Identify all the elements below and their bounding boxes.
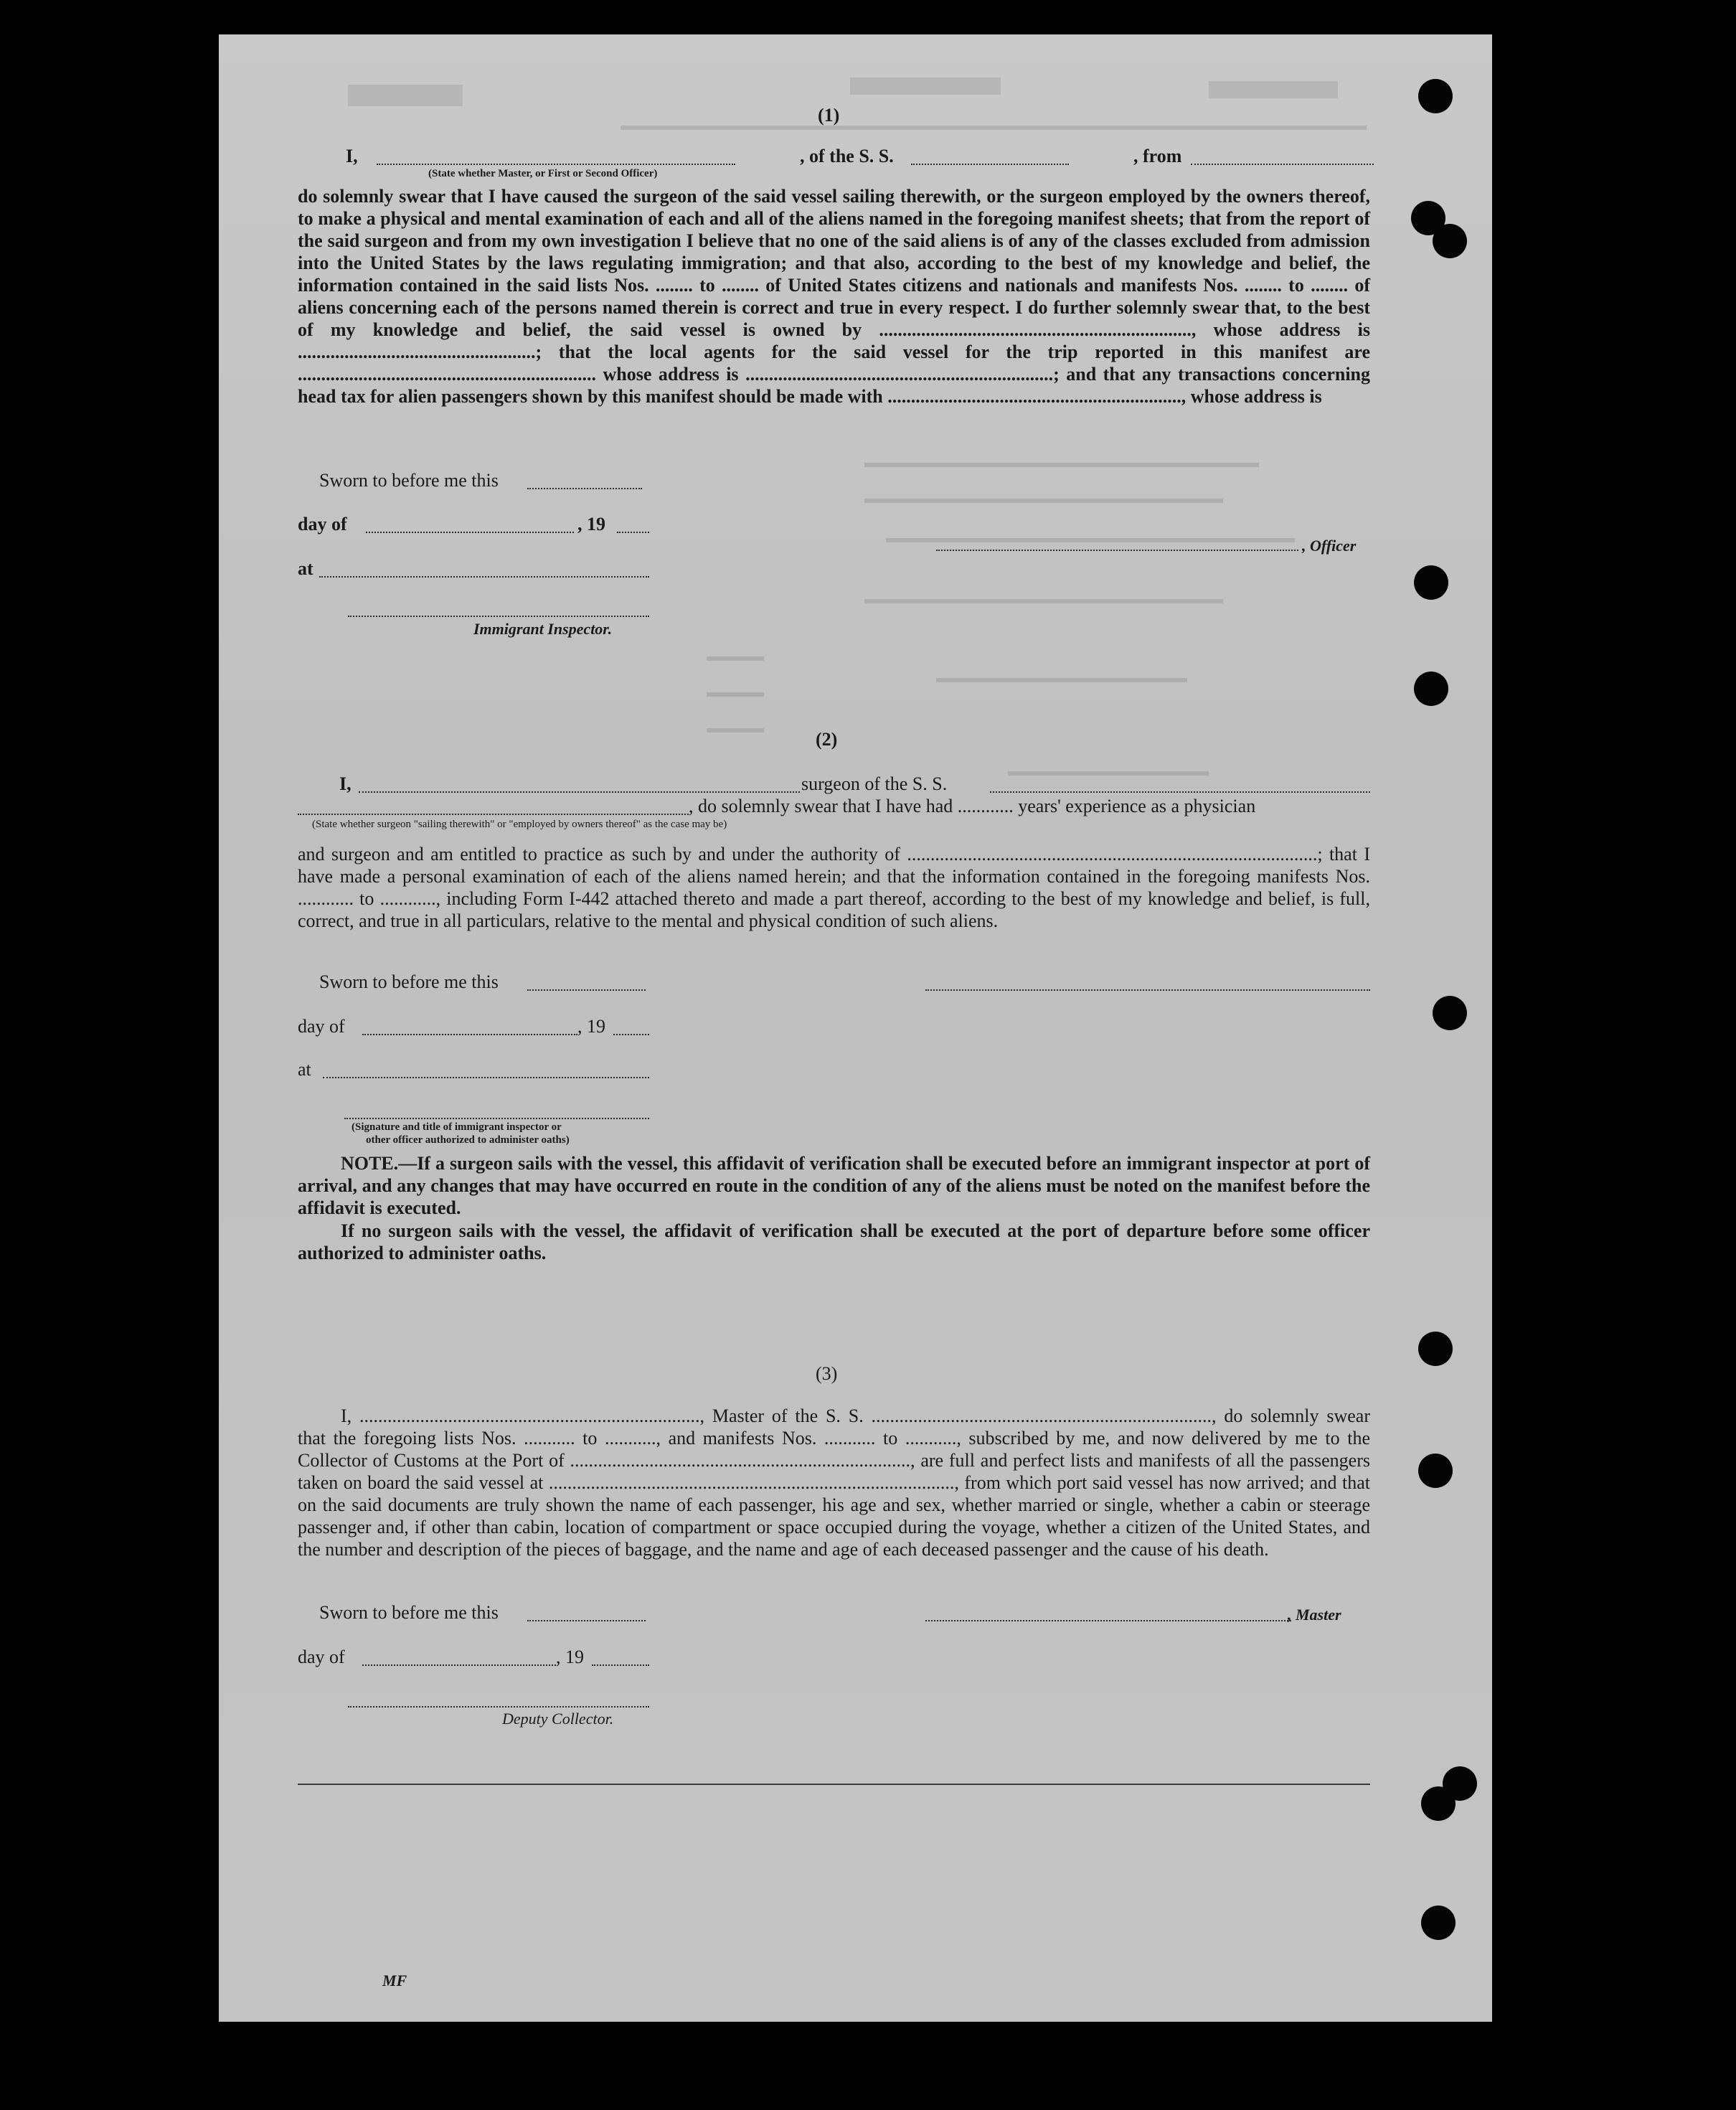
at-label: at — [298, 558, 313, 579]
of-ss-label: , of the S. S. — [800, 146, 894, 166]
surgeon-of-ss-label: surgeon of the S. S. — [801, 773, 948, 794]
binder-hole — [1418, 79, 1453, 113]
day-blank — [362, 1034, 577, 1035]
sworn-blank — [527, 989, 646, 991]
surgeon-type-blank — [298, 814, 689, 815]
vessel-blank — [911, 164, 1069, 165]
day-of-label: day of — [298, 1647, 345, 1667]
manifest-sheet — [219, 34, 1492, 2022]
surgeon-note-paragraph — [298, 1152, 1370, 1219]
inspector-blank — [348, 616, 649, 617]
section-number: (3) — [816, 1363, 838, 1384]
oath-paragraph-3: I, ........................................................................., Master of the S. S. ........................................................................., do solemnly swear that the foregoing lists Nos. ........... to ..........., and manifests Nos. ........... to ..........., subscribed by me, and now delivered by me to the Collector of Customs at the Port of ........................................................................., are full and perfect lists and manifests of all the passengers taken on board the said vessel at ......................................................................................., from which port said vessel has now arrived; and that on the said documents are truly shown the name of each passenger, his age and sex, whether married or single, whether a cabin or steerage passenger and, if other than cabin, location of compartment or space occupied during the voyage, whether a citizen of the United States, and the number and description of the pieces of baggage, and the name and age of each deceased passenger and the cause of his death. — [298, 1405, 1370, 1560]
surgeon-vessel-blank — [990, 791, 1370, 793]
binder-hole — [1418, 1454, 1453, 1488]
surgeon-name-blank — [359, 791, 800, 793]
sworn-label: Sworn to before me this — [319, 971, 499, 992]
master-label: , Master — [1288, 1606, 1341, 1624]
experience-line: , do solemnly swear that I have had ............ years' experience as a physician — [689, 796, 1256, 816]
section-number: (1) — [818, 105, 840, 126]
at-label: at — [298, 1059, 311, 1080]
binder-hole — [1418, 1332, 1453, 1366]
from-blank — [1191, 164, 1374, 165]
at-blank — [323, 1077, 649, 1078]
signature-note: other officer authorized to administer oaths) — [366, 1134, 570, 1146]
signature-blank — [344, 1118, 649, 1119]
no-surgeon-note-paragraph: If no surgeon sails with the vessel, the affidavit of verification shall be executed at the port of departure before some officer authorized to administer oaths. — [298, 1220, 1370, 1263]
day-of-label: day of — [298, 1016, 345, 1037]
collector-blank — [348, 1706, 649, 1708]
master-signature-blank — [925, 1620, 1291, 1621]
officer-label: , Officer — [1302, 537, 1357, 555]
binder-hole — [1421, 1786, 1456, 1821]
signature-note: (Signature and title of immigrant inspector or — [352, 1121, 562, 1133]
note-text: —If a surgeon sails with the vessel, this affidavit of verification shall be executed before an immigrant inspector at port of arrival, and any changes that may have occurred en route in the condition of any of the aliens must be noted on the manifest before the affidavit is executed. — [298, 1153, 1370, 1218]
year-blank — [592, 1664, 649, 1666]
surgeon-note: (State whether surgeon "sailing therewith" or "employed by owners thereof" as the case may be) — [312, 819, 727, 830]
year-label: , 19 — [556, 1647, 584, 1667]
at-blank — [319, 576, 649, 578]
officer-blank — [936, 550, 1298, 551]
sworn-blank — [527, 488, 642, 489]
sworn-label: Sworn to before me this — [319, 1602, 499, 1623]
year-label: , 19 — [577, 1016, 605, 1037]
oath-paragraph-2: and surgeon and am entitled to practice as such by and under the authority of ........................................................................................; that I have made a personal examination of each of the aliens named herein; and that the information contained in the foregoing manifests Nos. ............ to ............, including Form I-442 attached thereto and made a part thereof, according to the best of my knowledge and belief, is full, correct, and true in all particulars, relative to the mental and physical condition of such aliens. — [298, 844, 1370, 931]
day-blank — [362, 1664, 556, 1666]
year-blank — [617, 532, 649, 533]
name-blank — [377, 164, 735, 165]
year-label: , 19 — [577, 514, 605, 534]
bottom-rule — [298, 1784, 1370, 1785]
oath-paragraph-1: do solemnly swear that I have caused the surgeon of the said vessel sailing therewith, or the surgeon employed by the owners thereof, to make a physical and mental examination of each and all of the aliens named in the foregoing manifest sheets; that from the report of the said surgeon and from my own investigation I believe that no one of the said aliens is of any of the classes excluded from admission into the United States by the laws regulating immigration; and that also, according to the best of my knowledge and belief, the information contained in the said lists Nos. ........ to ........ of United States citizens and nationals and manifests Nos. ........ to ........ of aliens concerning each of the persons named therein is correct and true in every respect. I do further solemnly swear that, to the best of my knowledge and belief, the said vessel is owned by ..................................................................., whose address is ...................................................; that the local agents for the said vessel for the trip reported in this manifest are ................................................................ whose address is ..................................................................; and that any transactions concerning head tax for alien passengers shown by this manifest should be made with ..............................................................., whose address is — [298, 186, 1370, 407]
binder-hole — [1433, 996, 1467, 1030]
binder-hole — [1433, 224, 1467, 258]
binder-hole — [1414, 672, 1448, 706]
binder-hole — [1414, 565, 1448, 600]
sworn-blank — [527, 1620, 646, 1621]
surgeon-signature-blank — [925, 989, 1370, 991]
oath-i: I, — [339, 773, 352, 794]
sworn-label: Sworn to before me this — [319, 470, 499, 491]
day-of-label: day of — [298, 514, 347, 534]
binder-hole — [1421, 1906, 1456, 1940]
collector-label: Deputy Collector. — [502, 1710, 614, 1728]
section-number: (2) — [816, 729, 838, 750]
corner-mark: MF — [382, 1972, 407, 1989]
from-label: , from — [1133, 146, 1182, 166]
note-label: NOTE. — [341, 1153, 399, 1174]
oath-i: I, — [346, 146, 358, 166]
master-note: (State whether Master, or First or Second Officer) — [428, 168, 658, 179]
day-blank — [366, 532, 574, 533]
year-blank — [613, 1034, 649, 1035]
inspector-label: Immigrant Inspector. — [473, 620, 613, 638]
